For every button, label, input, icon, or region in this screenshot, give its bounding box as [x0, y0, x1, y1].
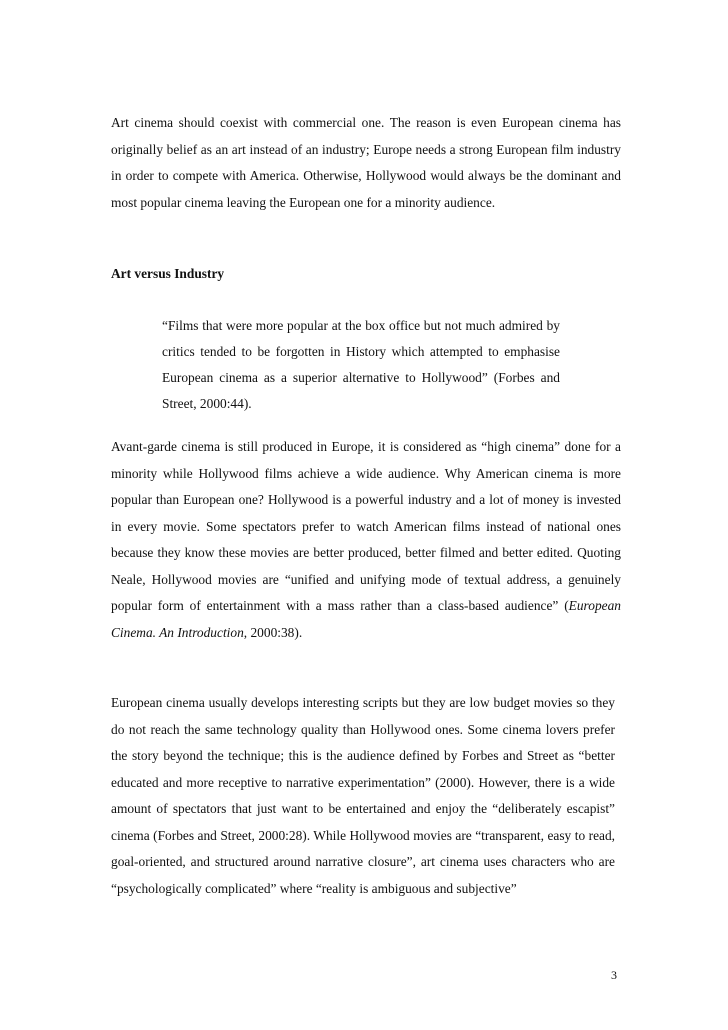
- page-number: 3: [611, 968, 617, 982]
- section-heading: Art versus Industry: [111, 266, 225, 281]
- book-title: European Cinema. An Introduction: [111, 598, 621, 640]
- paragraph-avant-garde: [111, 434, 621, 646]
- paragraph-intro: Art cinema should coexist with commercial one. The reason is even European cinema has originally belief as an art instead of an industry; Europe needs a strong European film industry in order to compete with America. Otherwise, Hollywood would always be the dominant and most popular cinema leaving the European one for a minority audience.: [111, 115, 621, 210]
- paragraph-avant-garde-text: Avant-garde cinema is still produced in Europe, it is considered as “high cinema” done for a minority while Hollywood films achieve a wide audience. Why American cinema is more popular than European one? Hollywood is a powerful industry and a lot of money is invested in every movie. Some spectators prefer to watch American films instead of national ones because they know these movies are better produced, better filmed and better edited. Quoting Neale, Hollywood movies are “unified and unifying mode of textual address, a genuinely popular form of entertainment with a mass rather than a class-based audience” (: [111, 439, 621, 613]
- paragraph-european-cinema: European cinema usually develops interesting scripts but they are low budget movies so they do not reach the same technology quality than Hollywood ones. Some cinema lovers prefer the story beyond the technique; this is the audience defined by Forbes and Street as “better educated and more receptive to narrative experimentation” (2000). However, there is a wide amount of spectators that just want to be entertained and enjoy the “deliberately escapist” cinema (Forbes and Street, 2000:28). While Hollywood movies are “transparent, easy to read, goal-oriented, and structured around narrative closure”, art cinema uses characters who are “psychologically complicated” where “reality is ambiguous and subjective”: [111, 695, 615, 896]
- block-quote: “Films that were more popular at the box office but not much admired by critics tended to be forgotten in History which attempted to emphasise European cinema as a superior alternative to Hollywood” (Forbes and Street, 2000:44).: [162, 318, 560, 411]
- paragraph-avant-garde-citation: , 2000:38).: [243, 624, 303, 640]
